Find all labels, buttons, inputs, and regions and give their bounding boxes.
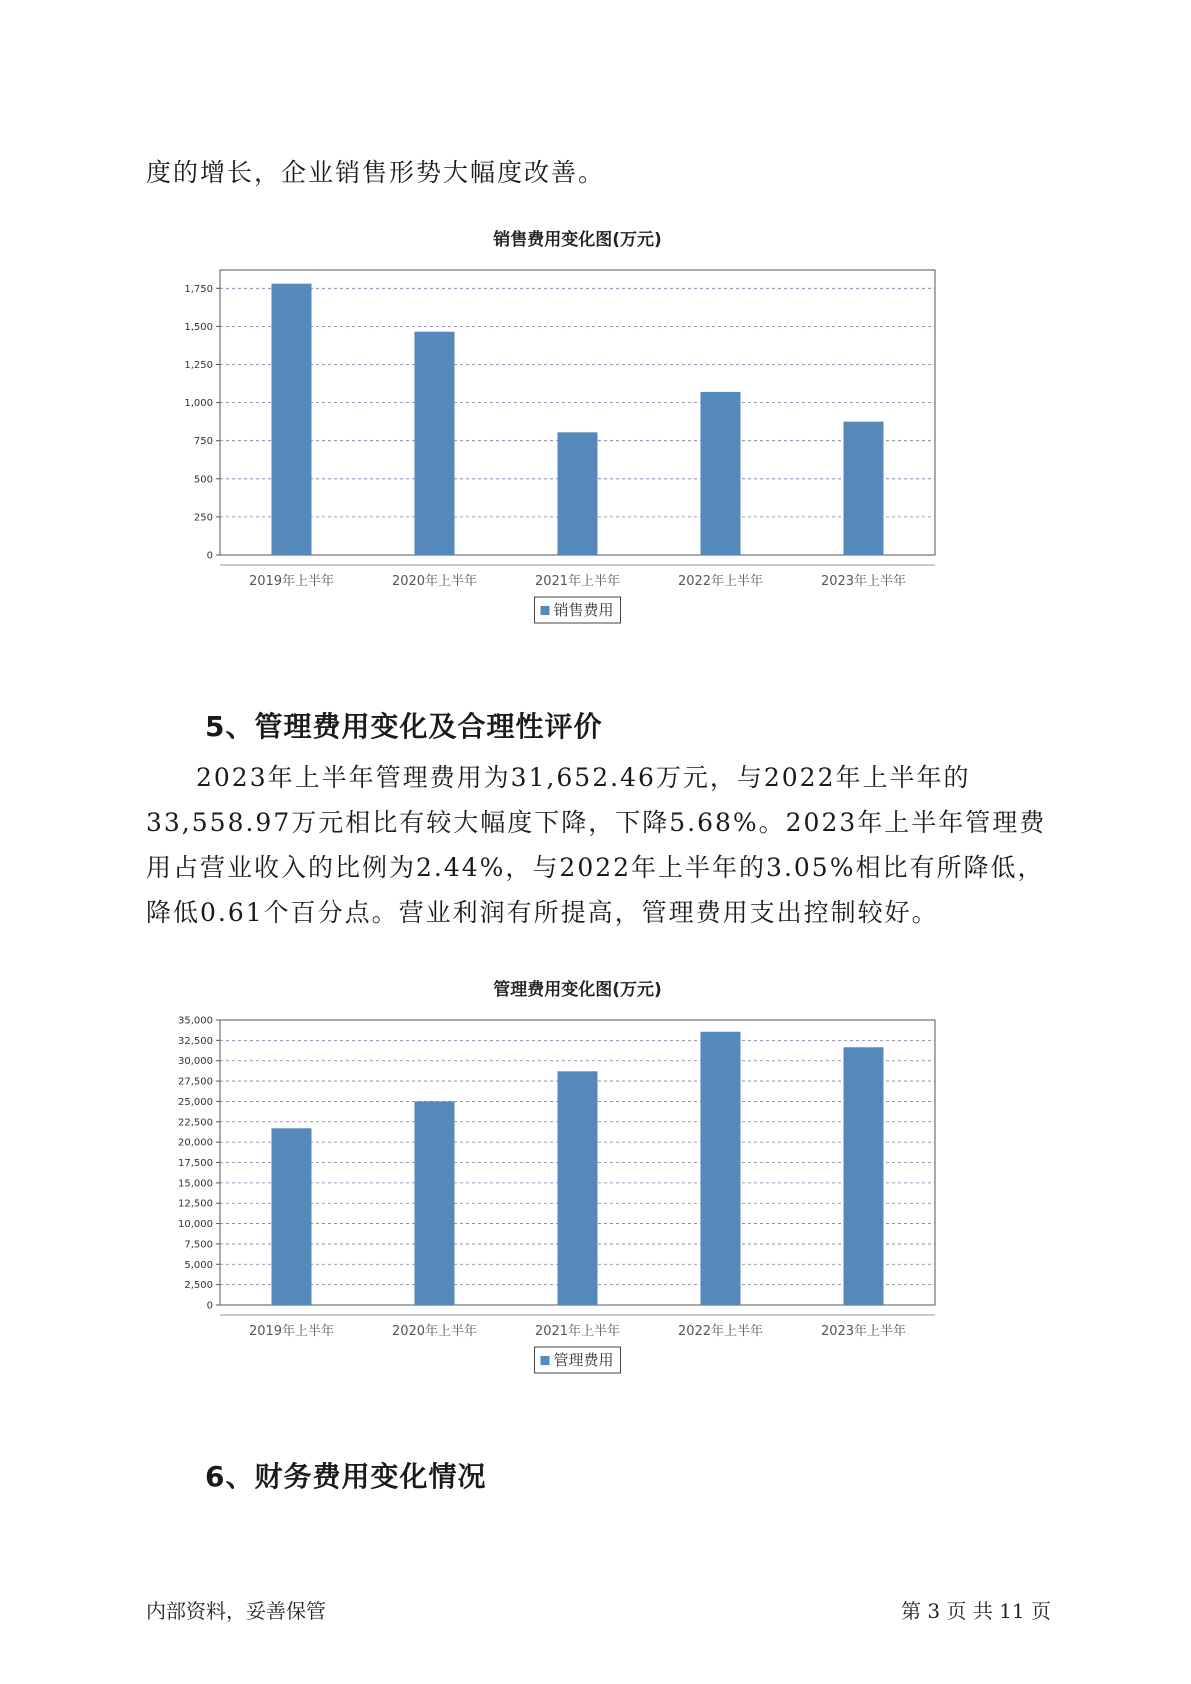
y-tick-label: 0 [206,1300,213,1312]
bar [272,1128,312,1305]
section5-paragraph: 2023年上半年管理费用为31,652.46万元，与2022年上半年的33,558.97万元相比有较大幅度下降，下降5.68%。2023年上半年管理费用占营业收入的比例为2.44%，与2022年上半年的3.05%相比有所降低，降低0.61个百分点。营业利润有所提高，管理费用支出控制较好。 [146,763,1047,927]
x-tick-label: 2021年上半年 [534,574,621,589]
y-tick-label: 1,750 [184,283,213,295]
y-tick-label: 17,500 [178,1158,213,1169]
section5-heading: 5、管理费用变化及合理性评价 [205,710,603,743]
sales-expense-chart-svg [150,220,1020,680]
y-tick-label: 30,000 [178,1056,213,1068]
y-tick-label: 15,000 [178,1178,213,1190]
section6-heading: 6、财务费用变化情况 [205,1460,487,1493]
x-tick-label: 2023年上半年 [820,1324,907,1339]
legend-label: 管理费用 [553,1351,614,1369]
bar [415,1101,455,1305]
y-tick-label: 22,500 [178,1117,213,1129]
sales-expense-chart [150,220,1020,684]
footer-right: 第 3 页 共 11 页 [901,1599,1051,1623]
bar [558,432,598,555]
x-tick-label: 2021年上半年 [534,1324,621,1339]
intro-line: 度的增长，企业销售形势大幅度改善。 [146,158,606,187]
bar [844,1047,884,1305]
y-tick-label: 10,000 [178,1219,213,1231]
y-tick-label: 32,500 [178,1035,213,1047]
bar [701,1032,741,1305]
y-tick-label: 5,000 [184,1259,213,1271]
legend-label: 销售费用 [553,601,614,619]
bar [844,422,884,555]
y-tick-label: 20,000 [178,1137,213,1149]
legend-swatch [541,1356,550,1365]
x-tick-label: 2022年上半年 [677,1324,764,1339]
bar [701,392,741,555]
x-tick-label: 2019年上半年 [248,1324,335,1339]
x-tick-label: 2020年上半年 [391,1324,478,1339]
admin-expense-chart-svg [150,970,1020,1430]
footer-left: 内部资料，妥善保管 [146,1599,326,1623]
y-tick-label: 2,500 [184,1280,213,1292]
y-tick-label: 750 [193,436,213,448]
legend-swatch [541,606,550,615]
y-tick-label: 7,500 [184,1239,213,1251]
y-tick-label: 500 [193,474,213,486]
chart-title: 销售费用变化图(万元) [493,230,662,250]
y-tick-label: 1,000 [184,398,213,410]
admin-expense-chart [150,970,1020,1434]
y-tick-label: 250 [193,512,213,524]
y-tick-label: 27,500 [178,1076,213,1088]
chart-title: 管理费用变化图(万元) [493,980,662,1000]
y-tick-label: 12,500 [178,1198,213,1210]
x-tick-label: 2022年上半年 [677,574,764,589]
bar [415,332,455,555]
bar [272,284,312,555]
x-tick-label: 2020年上半年 [391,574,478,589]
x-tick-label: 2019年上半年 [248,574,335,589]
y-tick-label: 1,500 [184,321,213,333]
y-tick-label: 1,250 [184,359,213,371]
y-tick-label: 0 [206,550,213,562]
x-tick-label: 2023年上半年 [820,574,907,589]
y-tick-label: 35,000 [178,1015,213,1027]
y-tick-label: 25,000 [178,1096,213,1108]
bar [558,1071,598,1305]
